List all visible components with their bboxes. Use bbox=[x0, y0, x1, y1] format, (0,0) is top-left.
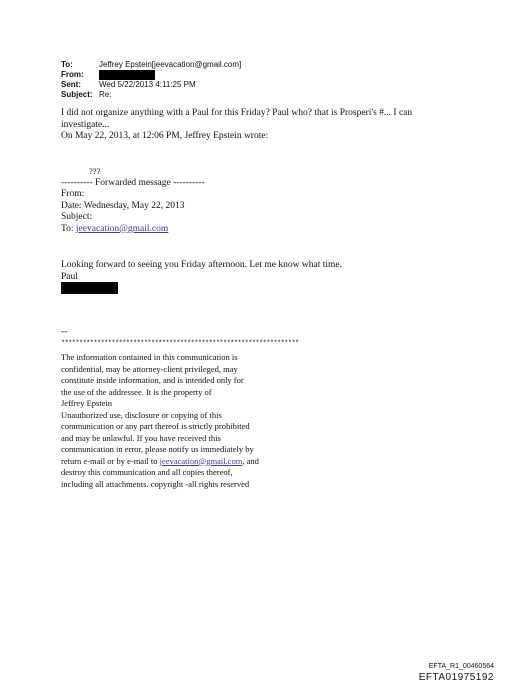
footer-id-2: EFTA01975192 bbox=[418, 672, 494, 683]
disclaimer-line: destroy this communication and all copies thereof, bbox=[61, 467, 233, 477]
subject-value: Re: bbox=[99, 90, 112, 99]
forwarded-block bbox=[61, 166, 205, 235]
disclaimer-line: communication in error, please notify us immediately by bbox=[61, 444, 254, 454]
disclaimer-line: Jeffrey Epstein bbox=[61, 398, 113, 408]
subject-row bbox=[61, 90, 241, 100]
forward-to-prefix: To: bbox=[61, 223, 76, 234]
question-marks: ??? bbox=[89, 166, 101, 176]
sent-row bbox=[61, 80, 241, 90]
forward-subject: Subject: bbox=[61, 212, 93, 222]
signature-redaction bbox=[61, 282, 118, 294]
quote-intro: On May 22, 2013, at 12:06 PM, Jeffrey Epstein wrote: bbox=[61, 131, 269, 141]
disclaimer-stars: ****************************************************************** bbox=[61, 339, 299, 348]
forward-to bbox=[61, 224, 205, 236]
forward-separator: ---------- Forwarded message ---------- bbox=[61, 177, 205, 188]
to-value: Jeffrey Epstein[jeevacation@gmail.com] bbox=[99, 60, 242, 69]
sent-value: Wed 5/22/2013 4:11:25 PM bbox=[99, 80, 196, 89]
disclaimer-line: The information contained in this communication is bbox=[61, 352, 238, 362]
email-header bbox=[61, 60, 241, 100]
to-row bbox=[61, 60, 241, 70]
disclaimer-line: the use of the addressee. It is the property of bbox=[61, 386, 212, 397]
footer-id-1: EFTA_R1_00460564 bbox=[428, 663, 494, 670]
to-label: To: bbox=[61, 60, 73, 69]
from-redaction bbox=[99, 70, 155, 80]
subject-label: Subject: bbox=[61, 90, 93, 99]
disclaimer-line: constitute inside information, and is intended only for bbox=[61, 375, 244, 385]
disclaimer-line: confidential, may be attorney-client privileged, may bbox=[61, 363, 238, 374]
reply-line-2: investigate... bbox=[61, 119, 110, 130]
disclaimer-email-line bbox=[61, 456, 299, 468]
forward-to-link[interactable]: jeevacation@gmail.com bbox=[75, 223, 169, 234]
disclaimer-line: Unauthorized use, disclosure or copying of this bbox=[61, 409, 222, 420]
message-body bbox=[61, 260, 342, 283]
forward-from: From: bbox=[61, 189, 85, 199]
disclaimer-block bbox=[61, 327, 299, 490]
disclaimer-line: including all attachments. copyright -all rights reserved bbox=[61, 478, 250, 489]
email-prefix: return e-mail or by e-mail to bbox=[61, 455, 160, 466]
disclaimer-text bbox=[61, 352, 299, 490]
from-row bbox=[61, 70, 241, 80]
reply-text bbox=[61, 108, 412, 143]
signature: Paul bbox=[61, 271, 78, 282]
forward-date: Date: Wednesday, May 22, 2013 bbox=[61, 200, 185, 211]
disclaimer-line: and may be unlawful. If you have received this bbox=[61, 432, 221, 443]
body-line-1: Looking forward to seeing you Friday afternoon. Let me know what time. bbox=[61, 260, 342, 270]
email-suffix: , and bbox=[242, 455, 259, 466]
reply-line-1: I did not organize anything with a Paul for this Friday? Paul who? that is Prosperi's #... I can bbox=[61, 108, 413, 118]
from-label: From: bbox=[61, 70, 84, 79]
disclaimer-dashes: -- bbox=[61, 327, 68, 337]
disclaimer-email-link[interactable]: jeevacation@gmail.com bbox=[159, 455, 243, 466]
sent-label: Sent: bbox=[61, 80, 81, 89]
disclaimer-line: communication or any part thereof is strictly prohibited bbox=[61, 421, 250, 431]
